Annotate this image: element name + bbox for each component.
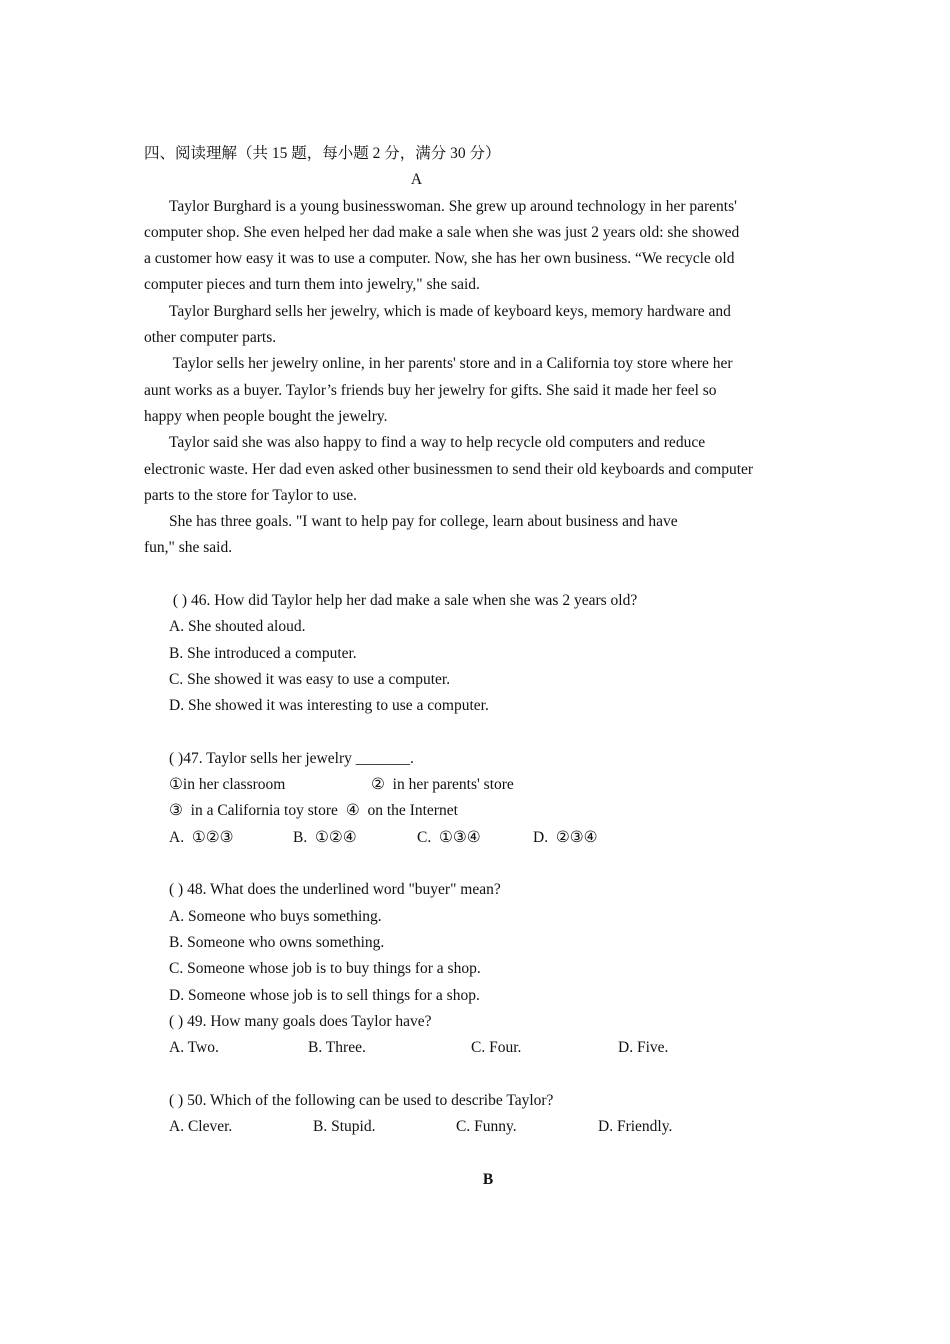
answer-option: A. Someone who buys something. [169, 907, 382, 925]
passage-line: computer shop. She even helped her dad make a sale when she was just 2 years old: she showed [144, 223, 740, 241]
answer-option: D. Five. [618, 1039, 669, 1057]
answer-option: C. She showed it was easy to use a computer. [169, 670, 451, 688]
answer-option: A. ①②③ [169, 828, 234, 846]
answer-option: C. ①③④ [417, 828, 481, 846]
passage-a-label: A [410, 171, 423, 189]
answer-option: D. Friendly. [598, 1117, 673, 1135]
question-stem: ( ) 49. How many goals does Taylor have? [169, 1012, 432, 1030]
question-stem: ( ) 48. What does the underlined word "buyer" mean? [169, 881, 501, 899]
answer-option: D. She showed it was interesting to use a computer. [169, 697, 489, 715]
answer-option: C. Four. [471, 1039, 522, 1057]
answer-option: D. Someone whose job is to sell things for a shop. [169, 986, 480, 1004]
question-stem: ( ) 50. Which of the following can be used to describe Taylor? [169, 1091, 554, 1109]
question-stem: ( ) 46. How did Taylor help her dad make a sale when she was 2 years old? [169, 592, 638, 610]
passage-line: Taylor Burghard is a young businesswoman. She grew up around technology in her parents' [169, 197, 737, 215]
question-50 [144, 1088, 814, 1141]
question-48 [144, 877, 814, 1008]
passage-line: She has three goals. "I want to help pay for college, learn about business and have [169, 513, 678, 531]
answer-option: A. Clever. [169, 1117, 233, 1135]
question-47 [144, 746, 814, 851]
passage-line: Taylor sells her jewelry online, in her parents' store and in a California toy store where her [169, 355, 733, 373]
answer-option: C. Someone whose job is to buy things for a shop. [169, 960, 481, 978]
passage-line: fun," she said. [144, 539, 233, 557]
question-49 [144, 1009, 814, 1062]
exam-page [144, 141, 814, 1193]
question-46 [144, 588, 814, 719]
passage-line: aunt works as a buyer. Taylor’s friends buy her jewelry for gifts. She said it made her feel so [144, 381, 717, 399]
answer-option: B. She introduced a computer. [169, 644, 357, 662]
answer-option: D. ②③④ [533, 828, 598, 846]
passage-line: parts to the store for Taylor to use. [144, 486, 357, 504]
passage-line: electronic waste. Her dad even asked other businessmen to send their old keyboards and computer [144, 460, 754, 478]
passage-line: happy when people bought the jewelry. [144, 407, 388, 425]
passage-line: other computer parts. [144, 329, 277, 347]
location-item: ③ in a California toy store [169, 802, 338, 820]
answer-option: B. ①②④ [293, 828, 357, 846]
answer-option: B. Stupid. [313, 1117, 376, 1135]
section-title: 四、阅读理解（共 15 题，每小题 2 分，满分 30 分） [144, 145, 501, 162]
location-item: ①in her classroom [169, 776, 286, 794]
passage-line: Taylor said she was also happy to find a way to help recycle old computers and reduce [169, 434, 706, 452]
answer-option: A. She shouted aloud. [169, 618, 306, 636]
passage-line: computer pieces and turn them into jewelry," she said. [144, 276, 480, 294]
answer-option: C. Funny. [456, 1117, 517, 1135]
passage-b-label: B [482, 1170, 494, 1188]
answer-option: B. Three. [308, 1039, 366, 1057]
passage-line: a customer how easy it was to use a computer. Now, she has her own business. “We recycle old [144, 250, 735, 268]
answer-option: B. Someone who owns something. [169, 933, 385, 951]
passage-line: Taylor Burghard sells her jewelry, which is made of keyboard keys, memory hardware and [169, 302, 731, 320]
location-item: ④ on the Internet [345, 802, 458, 820]
passage-a [144, 194, 814, 562]
answer-option: A. Two. [169, 1039, 219, 1057]
question-stem: ( )47. Taylor sells her jewelry _______. [169, 749, 414, 767]
location-item: ② in her parents' store [371, 776, 514, 794]
